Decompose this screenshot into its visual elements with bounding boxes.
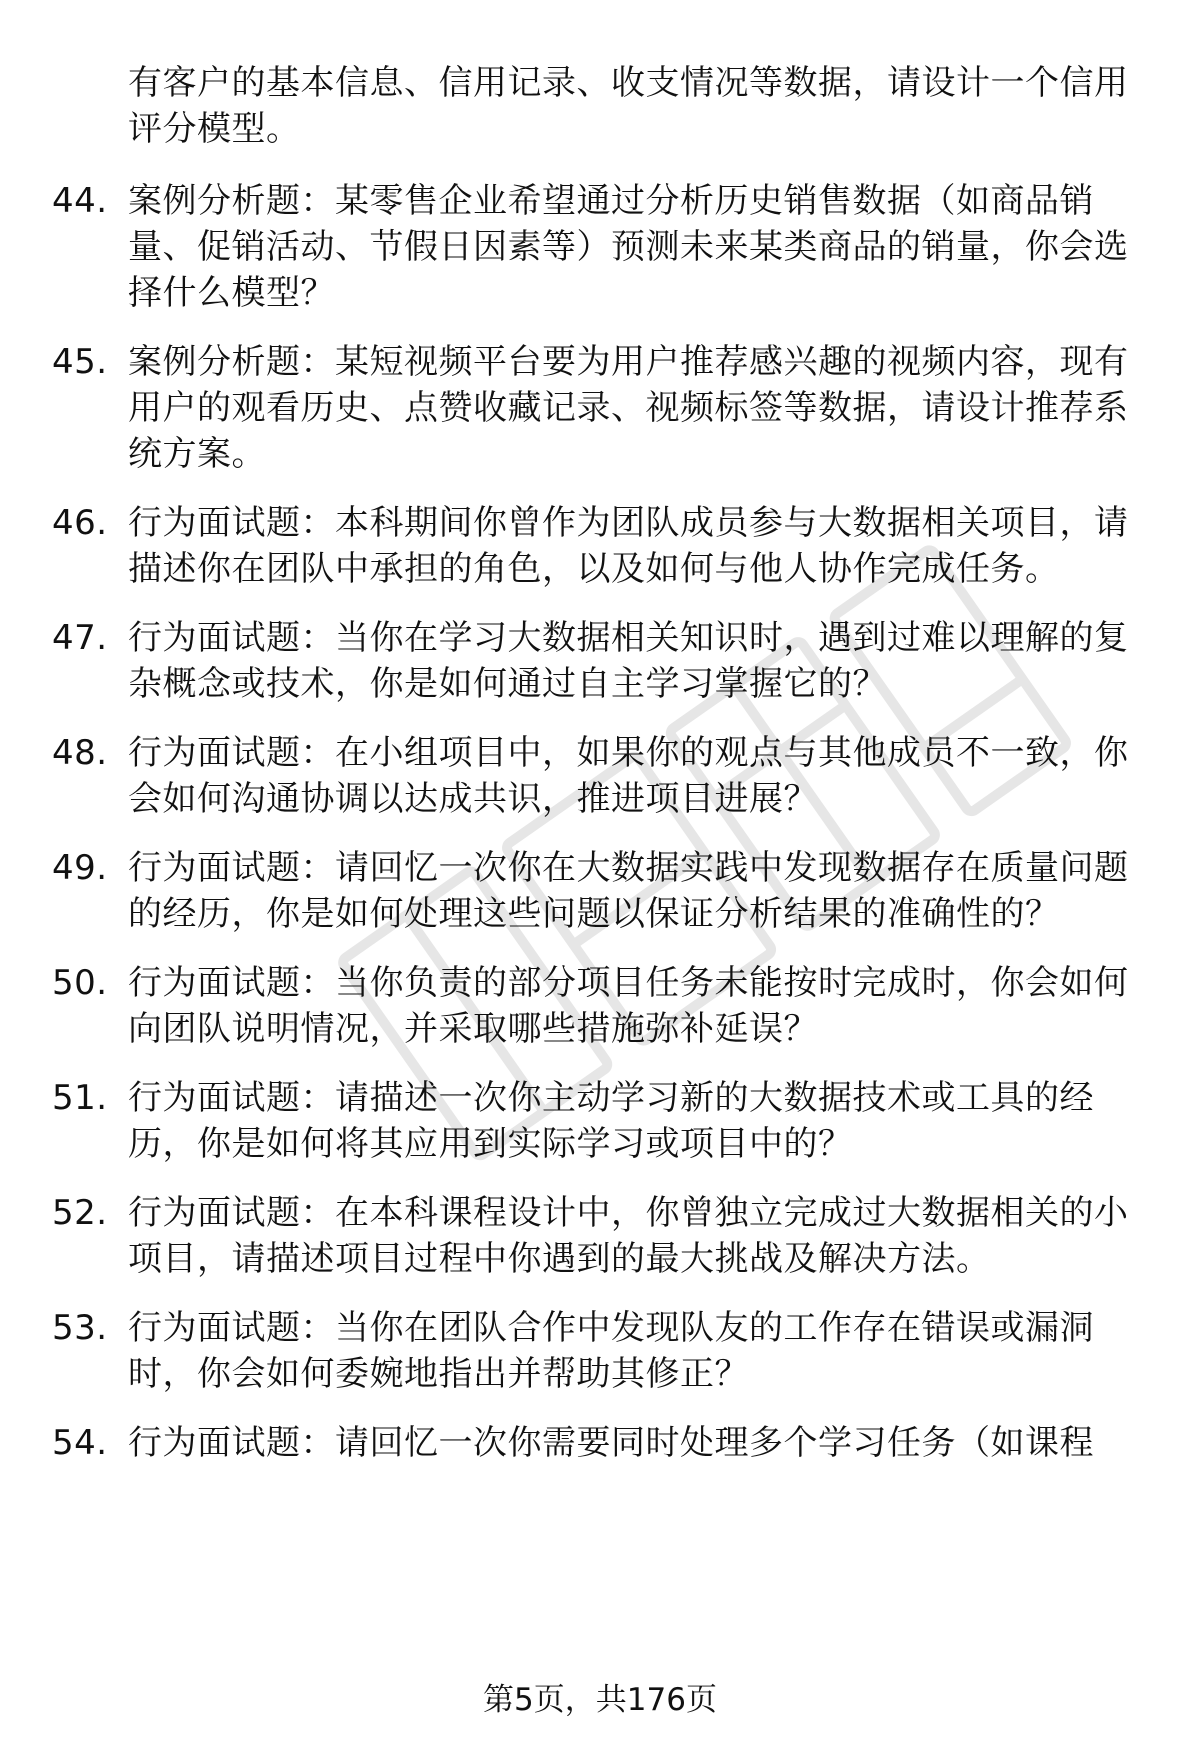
question-number: 49.	[52, 848, 108, 888]
list-item	[52, 1190, 1142, 1282]
question-number: 54.	[52, 1423, 108, 1463]
question-text: 案例分析题：某短视频平台要为用户推荐感兴趣的视频内容，现有用户的观看历史、点赞收藏记录、视频标签等数据，请设计推荐系统方案。	[128, 342, 1129, 474]
question-number: 45.	[52, 342, 108, 382]
list-item	[52, 1305, 1142, 1397]
list-item	[52, 845, 1142, 937]
question-list	[52, 178, 1142, 1466]
question-text: 行为面试题：请描述一次你主动学习新的大数据技术或工具的经历，你是如何将其应用到实际学习或项目中的？	[128, 1078, 1094, 1164]
question-number: 51.	[52, 1078, 108, 1118]
lead-paragraph: 有客户的基本信息、信用记录、收支情况等数据，请设计一个信用评分模型。	[128, 63, 1129, 149]
list-item	[52, 339, 1142, 477]
question-number: 48.	[52, 733, 108, 773]
question-text: 行为面试题：在小组项目中，如果你的观点与其他成员不一致，你会如何沟通协调以达成共识，推进项目进展？	[128, 733, 1129, 819]
list-item	[52, 960, 1142, 1052]
question-text: 行为面试题：当你负责的部分项目任务未能按时完成时，你会如何向团队说明情况，并采取哪些措施弥补延误？	[128, 963, 1129, 1049]
list-item	[52, 615, 1142, 707]
question-text: 行为面试题：当你在学习大数据相关知识时，遇到过难以理解的复杂概念或技术，你是如何通过自主学习掌握它的？	[128, 618, 1129, 704]
list-item	[52, 178, 1142, 316]
question-number: 46.	[52, 503, 108, 543]
list-item	[52, 730, 1142, 822]
question-number: 53.	[52, 1308, 108, 1348]
question-text: 行为面试题：本科期间你曾作为团队成员参与大数据相关项目，请描述你在团队中承担的角色，以及如何与他人协作完成任务。	[128, 503, 1129, 589]
question-number: 47.	[52, 618, 108, 658]
question-text: 行为面试题：请回忆一次你需要同时处理多个学习任务（如课程	[128, 1423, 1094, 1463]
list-item	[52, 1420, 1142, 1466]
question-text: 行为面试题：在本科课程设计中，你曾独立完成过大数据相关的小项目，请描述项目过程中你遇到的最大挑战及解决方法。	[128, 1193, 1129, 1279]
list-item	[52, 1075, 1142, 1167]
question-number: 44.	[52, 181, 108, 221]
content-area	[52, 60, 1142, 1489]
question-text: 行为面试题：请回忆一次你在大数据实践中发现数据存在质量问题的经历，你是如何处理这些问题以保证分析结果的准确性的？	[128, 848, 1129, 934]
question-number: 50.	[52, 963, 108, 1003]
question-number: 52.	[52, 1193, 108, 1233]
page-footer: 第5页，共176页	[483, 1682, 717, 1718]
question-text: 案例分析题：某零售企业希望通过分析历史销售数据（如商品销量、促销活动、节假日因素等）预测未来某类商品的销量，你会选择什么模型？	[128, 181, 1129, 313]
question-text: 行为面试题：当你在团队合作中发现队友的工作存在错误或漏洞时，你会如何委婉地指出并帮助其修正？	[128, 1308, 1094, 1394]
list-item	[52, 500, 1142, 592]
